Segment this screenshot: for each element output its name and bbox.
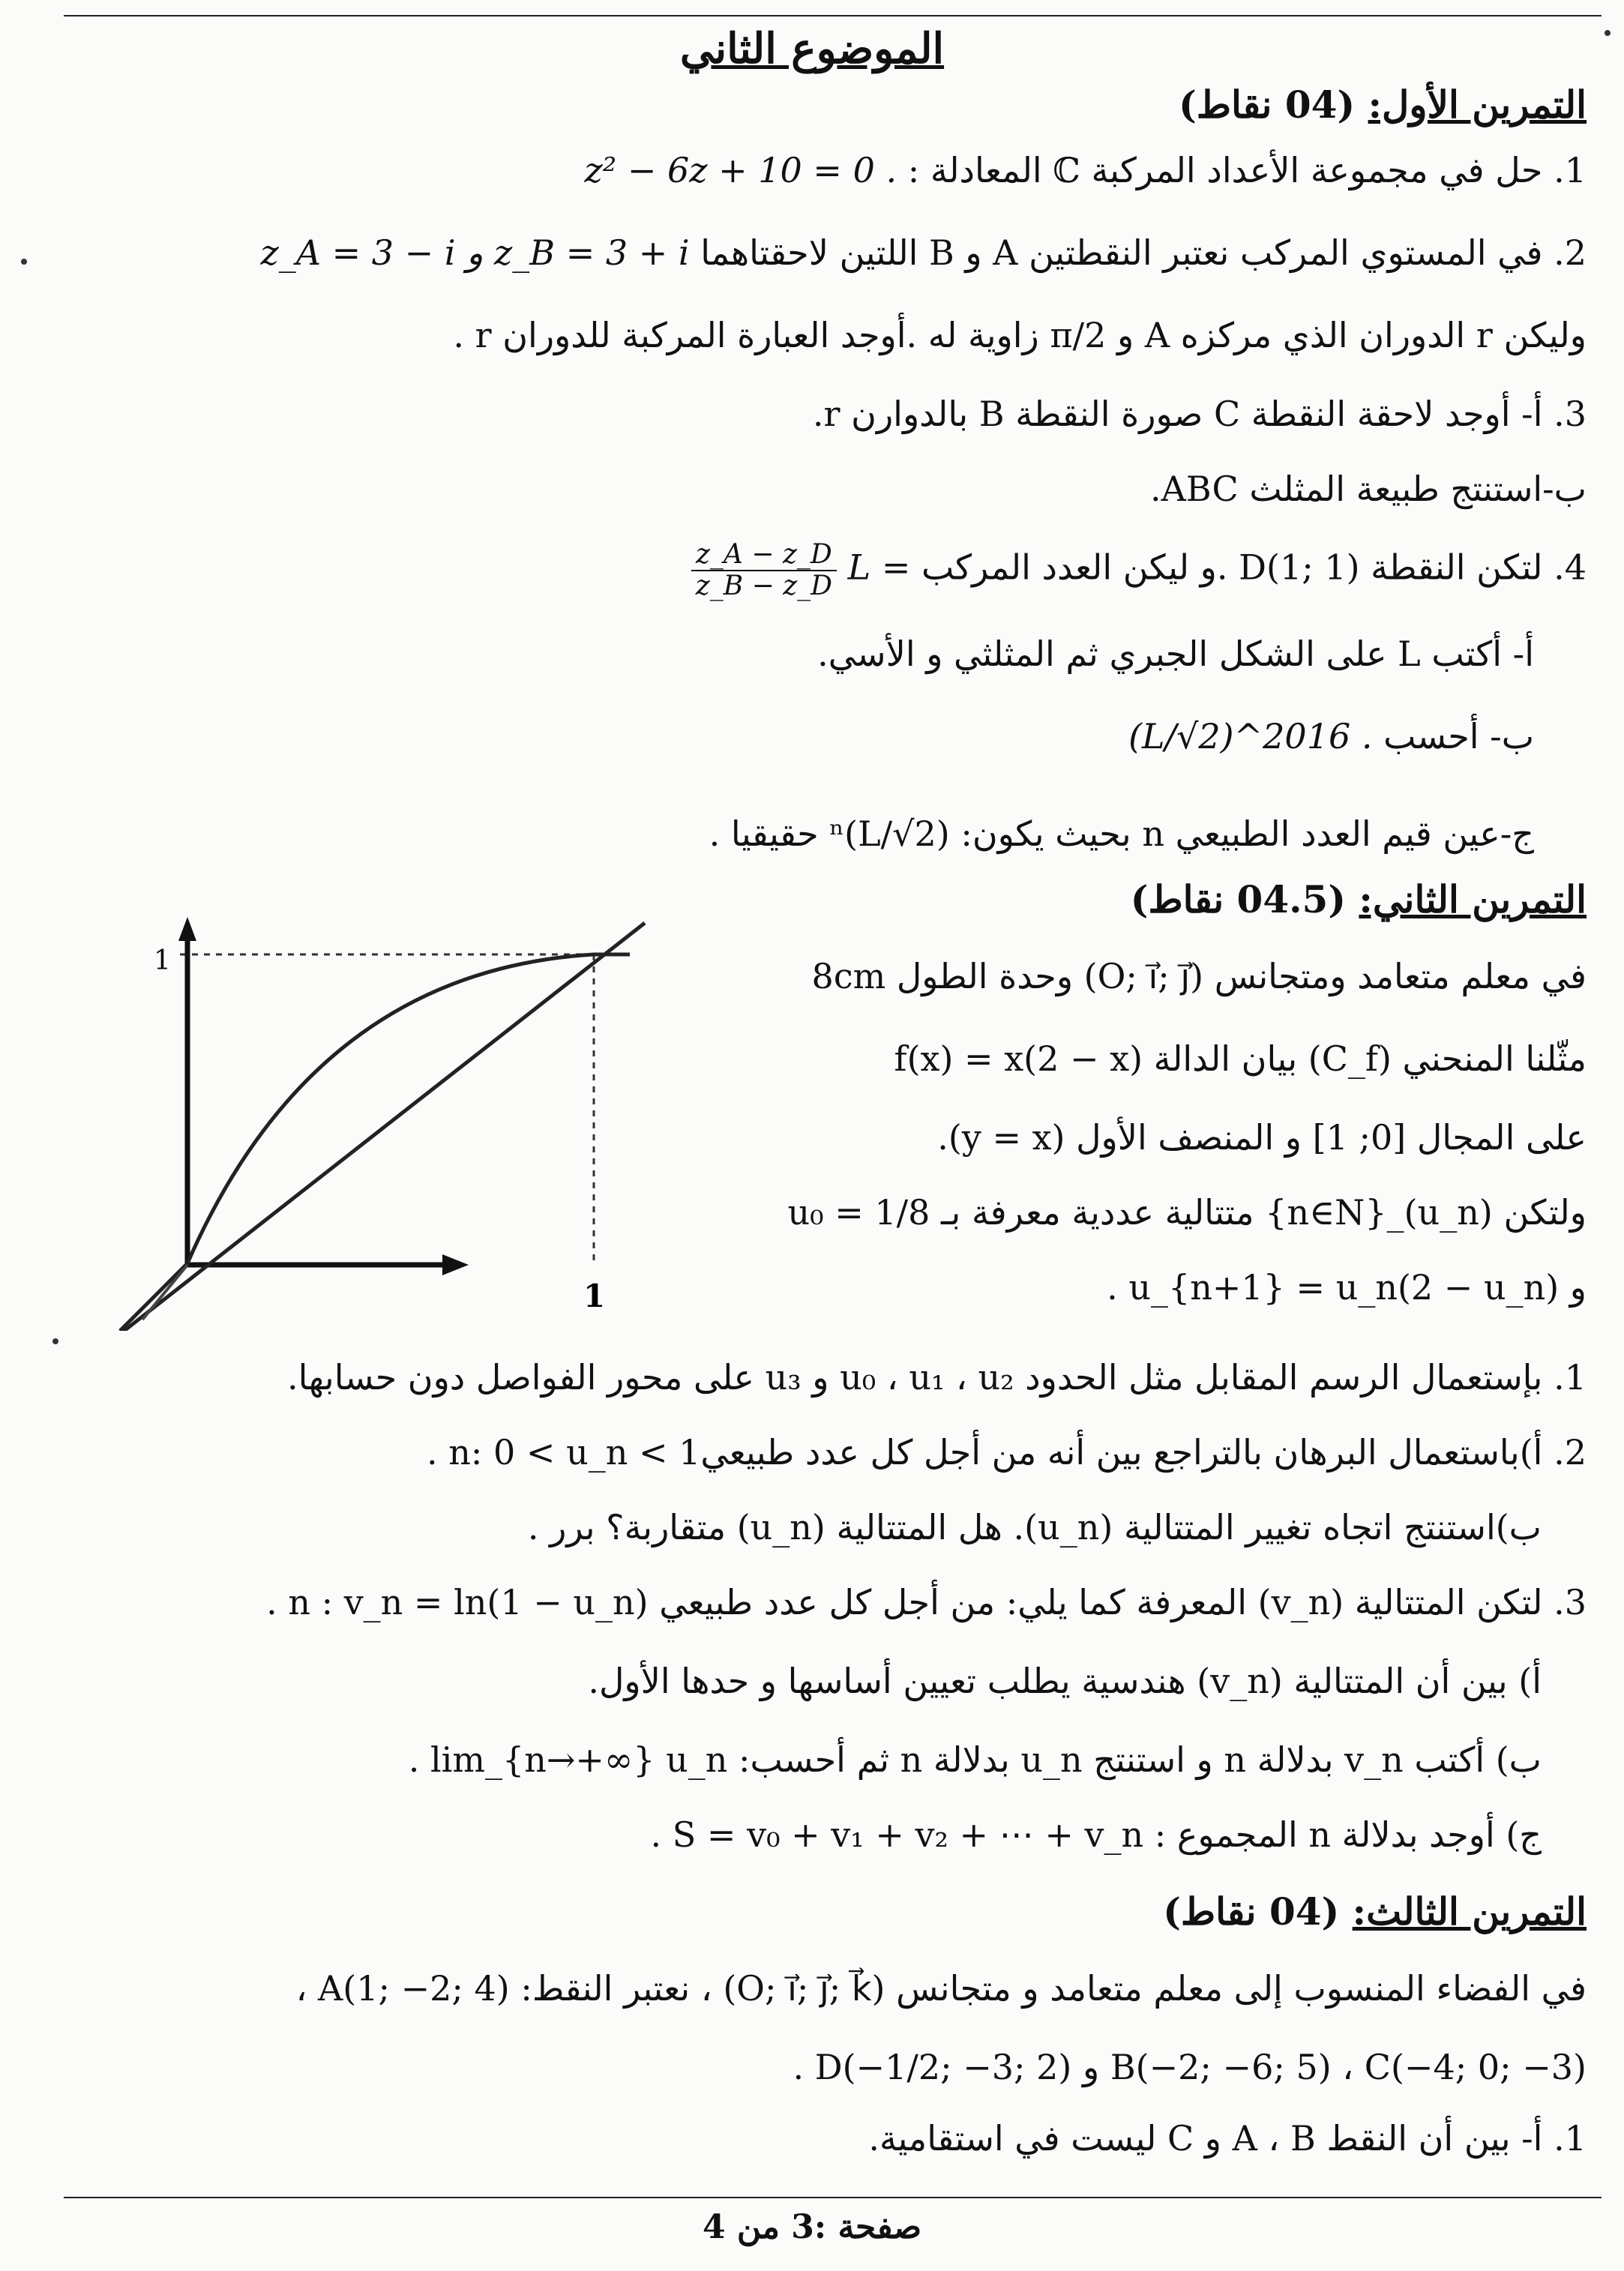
exercise3-title: التمرين الثالث: — [1352, 1889, 1587, 1934]
ex2-q3a: أ) بين أن المتتالية (v_n) هندسية يطلب تعيين أساسها و حدها الأول. — [588, 1661, 1542, 1701]
exercise3-heading — [1163, 1889, 1587, 1934]
bottom-rule — [64, 2197, 1602, 2198]
ex1-q1 — [90, 150, 1587, 191]
ex1-q3a: 3. أ- أوجد لاحقة النقطة C صورة النقطة B بالدوارن r. — [812, 394, 1587, 434]
ex2-intro3: على المجال [0; 1] و المنصف الأول (y = x). — [937, 1117, 1587, 1158]
ex2-q3: 3. لتكن المتتالية (v_n) المعرفة كما يلي: من أجل كل عدد طبيعي n : v_n = ln(1 − u_n) . — [266, 1582, 1587, 1622]
scan-speck — [1605, 30, 1611, 36]
exercise1-points: (04 نقاط) — [1179, 82, 1356, 127]
ex1-q4b — [90, 716, 1534, 757]
ex1-q4 — [90, 540, 1587, 601]
ex1-q2-text: 2. في المستوي المركب نعتبر النقطتين A و B اللتين لاحقتاهما — [700, 232, 1587, 273]
exercise2-points: (04.5 نقاط) — [1130, 877, 1346, 921]
ex3-q1a: 1. أ- بين أن النقط A ، B و C ليست في استقامية. — [868, 2118, 1587, 2159]
ex1-q2-affixes: z_A = 3 − i و z_B = 3 + i — [260, 232, 690, 273]
scan-speck — [21, 259, 27, 265]
ex1-q4b-label: ب- أحسب — [1383, 716, 1534, 757]
function-graph — [90, 911, 660, 1331]
exercise1-title: التمرين الأول: — [1368, 82, 1587, 127]
exercise1-heading — [1179, 82, 1587, 127]
ex1-q4-text: 4. لتكن النقطة D(1; 1) .و ليكن العدد المركب — [921, 547, 1587, 588]
ex2-intro2: مثّلنا المنحني (C_f) بيان الدالة f(x) = x(2 − x) — [894, 1038, 1587, 1079]
ex1-q1-equation: z² − 6z + 10 = 0 . — [584, 150, 897, 190]
ex1-q4a: أ- أكتب L على الشكل الجبري ثم المثلثي و الأسي. — [817, 634, 1534, 674]
ex2-intro5: و u_{n+1} = u_n(2 − u_n) . — [1107, 1267, 1587, 1308]
ex2-q3b: ب) أكتب v_n بدلالة n و استنتج u_n بدلالة n ثم أحسب: lim_{n→+∞} u_n . — [408, 1739, 1542, 1780]
graph-y-tick-label: 1 — [154, 945, 171, 976]
ex1-q2-line2: وليكن r الدوران الذي مركزه A و π/2 زاوية له .أوجد العبارة المركبة للدوران r . — [453, 315, 1587, 355]
graph-y-arrow — [178, 917, 196, 941]
ex2-q2b: ب)استنتج اتجاه تغيير المتتالية (u_n). هل المتتالية (u_n) متقاربة؟ برر . — [527, 1507, 1542, 1547]
ex1-q4c: ج-عين قيم العدد الطبيعي n بحيث يكون: (L/√2)ⁿ حقيقيا . — [709, 813, 1534, 854]
ex1-q1-text: 1. حل في مجموعة الأعداد المركبة ℂ المعادلة : — [907, 150, 1587, 190]
ex1-q4-lhs: L = — [847, 547, 911, 588]
ex1-q4-fraction — [691, 540, 837, 601]
ex3-intro1: في الفضاء المنسوب إلى معلم متعامد و متجانس (O; i⃗; j⃗; k⃗) ، نعتبر النقط: A(1; −2; 4) ، — [295, 1968, 1587, 2009]
ex3-intro2: B(−2; −6; 5) ، C(−4; 0; −3) و D(−1/2; −3; 2) . — [793, 2047, 1587, 2087]
scan-speck — [52, 1338, 58, 1344]
graph-x-tick-label: 1 — [583, 1278, 606, 1314]
ex2-intro1: في معلم متعامد ومتجانس (O; i⃗; j⃗) وحدة الطول 8cm — [811, 956, 1587, 996]
ex2-q1: 1. بإستعمال الرسم المقابل مثل الحدود u₀ ، u₁ ، u₂ و u₃ على محور الفواصل دون حسابها. — [287, 1357, 1587, 1398]
ex2-q3c: ج) أوجد بدلالة n المجموع : S = v₀ + v₁ + v₂ + ⋯ + v_n . — [650, 1814, 1542, 1855]
ex1-q4-numerator: z_A − z_D — [691, 540, 837, 571]
page-title: الموضوع الثاني — [679, 24, 945, 73]
ex1-q3b: ب-استنتج طبيعة المثلث ABC. — [1150, 469, 1587, 509]
exercise2-title: التمرين الثاني: — [1359, 877, 1587, 921]
exercise2-heading — [1131, 877, 1587, 921]
graph-x-arrow — [442, 1254, 469, 1275]
top-rule — [64, 15, 1602, 16]
graph-curve-tail — [142, 1265, 187, 1320]
ex2-intro4: ولتكن (u_n)_{n∈N} متتالية عددية معرفة بـ u₀ = 1/8 — [787, 1192, 1587, 1233]
ex1-q4b-expression: (L/√2)^2016 . — [1128, 716, 1373, 757]
ex1-q4-denominator: z_B − z_D — [695, 570, 833, 601]
ex2-q2a: 2. أ)باستعمال البرهان بالتراجع بين أنه من أجل كل عدد طبيعيn: 0 < u_n < 1 . — [427, 1432, 1587, 1473]
ex1-q2 — [90, 232, 1587, 274]
exercise3-points: (04 نقاط) — [1163, 1889, 1340, 1934]
page-footer: صفحة :3 من 4 — [702, 2208, 922, 2246]
